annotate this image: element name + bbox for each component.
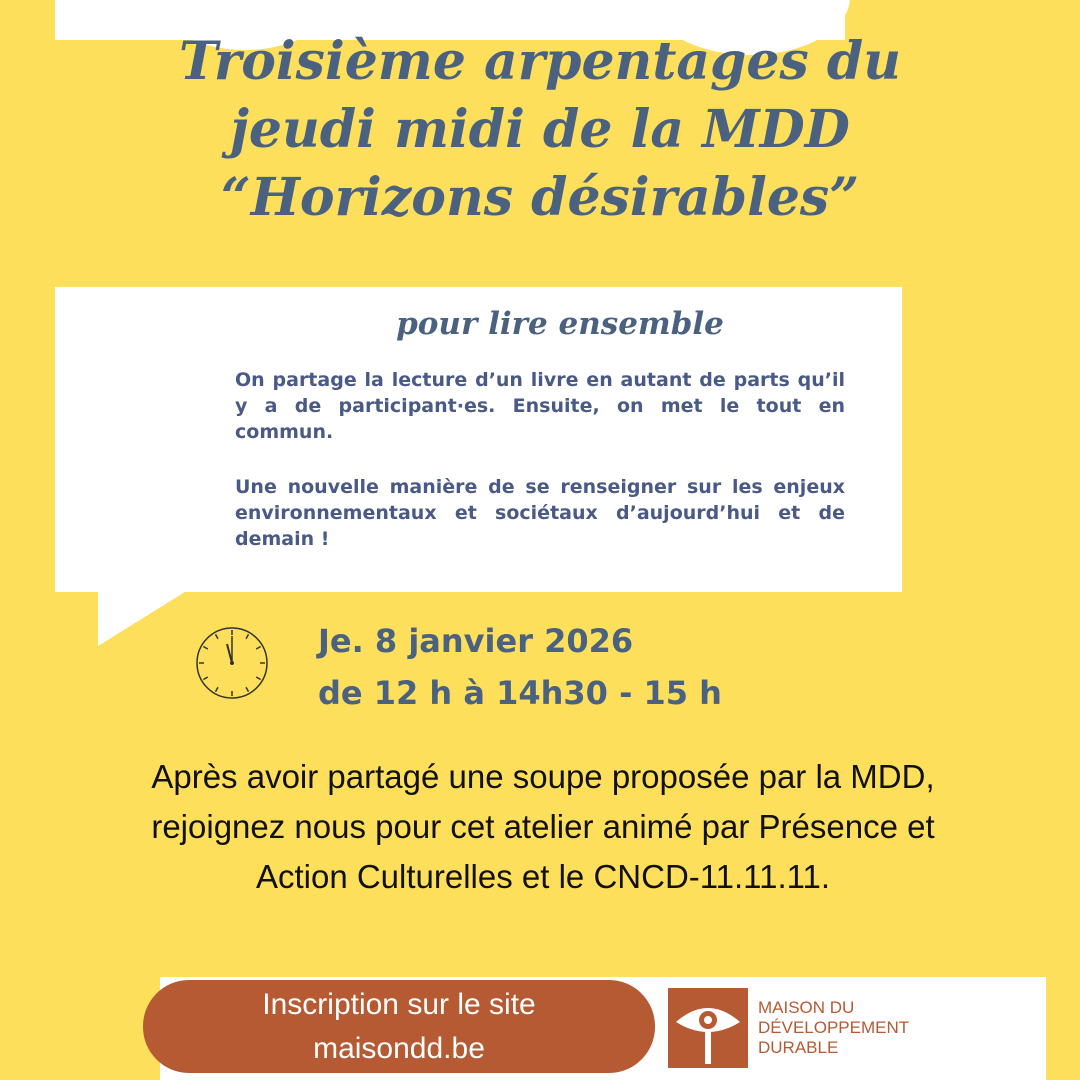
event-description: Après avoir partagé une soupe proposée par la MDD, rejoignez nous pour cet atelier animé par Présence et Action Culturelles et le CNCD-11.11.11.	[151, 758, 935, 895]
registration-button[interactable]	[143, 980, 655, 1073]
card-subtitle: pour lire ensemble	[396, 306, 724, 342]
title-line-2: jeudi midi de la MDD	[230, 99, 850, 160]
mdd-logo-text	[758, 998, 909, 1058]
title-line-3: “Horizons désirables”	[220, 167, 860, 228]
card-paragraph-1: On partage la lecture d’un livre en autant de parts qu’il y a de participant·es. Ensuite, on met le tout en commun.	[235, 369, 845, 443]
event-title	[60, 28, 1020, 232]
event-date: Je. 8 janvier 2026	[318, 622, 634, 660]
registration-url[interactable]: maisondd.be	[313, 1031, 485, 1065]
card-paragraph-2: Une nouvelle manière de se renseigner sur les enjeux environnementaux et sociétaux d’aujourd’hui et de demain !	[235, 476, 845, 550]
logo-line-1: MAISON DU	[758, 998, 855, 1017]
mdd-logo-icon	[668, 988, 748, 1068]
logo-line-2: DÉVELOPPEMENT	[758, 1018, 910, 1037]
clock-icon	[193, 624, 271, 702]
event-time: de 12 h à 14h30 - 15 h	[318, 674, 722, 712]
registration-line-1: Inscription sur le site	[262, 987, 536, 1021]
title-line-1: Troisième arpentages du	[178, 31, 902, 92]
speech-bubble-tail	[98, 590, 188, 646]
logo-line-3: DURABLE	[758, 1038, 839, 1057]
